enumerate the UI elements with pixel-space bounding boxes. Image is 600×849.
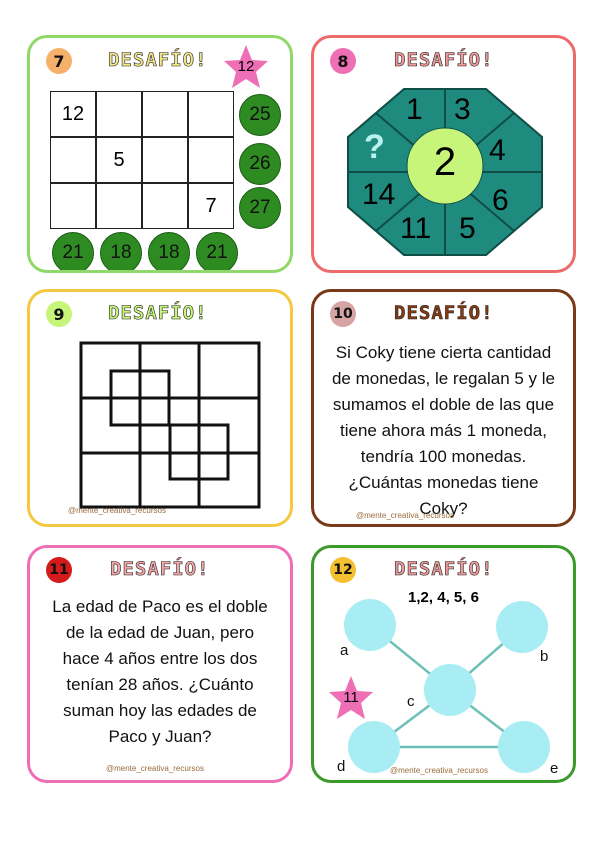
problem-line: de la edad de Juan, pero	[65, 623, 255, 642]
column-sum-circle: 21	[196, 232, 238, 273]
challenge-title: DESAFÍO!	[108, 302, 208, 324]
problem-line: tendría 100 monedas.	[360, 447, 527, 466]
graph-node-e[interactable]	[498, 721, 550, 773]
segment-number: 6	[492, 184, 509, 217]
challenge-number-badge: 9	[46, 301, 72, 327]
card-challenge-10	[311, 289, 576, 527]
segment-number: 14	[362, 178, 396, 211]
grid-cell[interactable]	[188, 91, 234, 137]
segment-number: 5	[459, 212, 476, 245]
squares-figure	[78, 340, 262, 510]
graph-node-a[interactable]	[344, 599, 396, 651]
star-value: 12	[237, 58, 255, 75]
segment-number: 1	[406, 93, 423, 126]
grid-cell[interactable]	[50, 183, 96, 229]
node-label: d	[337, 758, 346, 775]
grid-cell[interactable]: 12	[50, 91, 96, 137]
row-sum-circle: 26	[239, 143, 281, 185]
graph-node-b[interactable]	[496, 601, 548, 653]
problem-line: suman hoy las edades de	[63, 701, 257, 720]
challenge-number-badge: 12	[330, 557, 356, 583]
problem-line: tiene ahora más 1 moneda,	[340, 421, 547, 440]
column-sum-circle: 21	[52, 232, 94, 273]
credit-text: @mente_creativa_recursos	[390, 766, 488, 775]
problem-line: La edad de Paco es el doble	[52, 597, 268, 616]
row-sum-circle: 27	[239, 187, 281, 229]
question-mark: ?	[364, 128, 385, 166]
segment-number: 11	[400, 212, 432, 245]
grid-cell[interactable]	[142, 91, 188, 137]
graph-node-c[interactable]	[424, 664, 476, 716]
card-challenge-12	[311, 545, 576, 783]
challenge-title: DESAFÍO!	[394, 49, 494, 71]
card-challenge-11	[27, 545, 293, 783]
center-value: 2	[433, 140, 457, 184]
card-challenge-8	[311, 35, 576, 273]
node-label: c	[407, 693, 415, 710]
problem-line: Paco y Juan?	[108, 727, 212, 746]
challenge-title: DESAFÍO!	[394, 302, 494, 324]
problem-line: Coky?	[419, 499, 468, 518]
problem-text	[314, 340, 573, 522]
credit-text: @mente_creativa_recursos	[68, 506, 166, 515]
card-challenge-9	[27, 289, 293, 527]
problem-text	[30, 594, 290, 750]
grid-cell[interactable]: 7	[188, 183, 234, 229]
challenge-title: DESAFÍO!	[110, 558, 210, 580]
problem-line: tenían 28 años. ¿Cuánto	[66, 675, 254, 694]
problem-line: sumamos el doble de las que	[332, 395, 555, 414]
problem-line: hace 4 años entre los dos	[62, 649, 258, 668]
problem-line: de monedas, le regalan 5 y le	[331, 369, 556, 388]
star-value: 11	[343, 689, 359, 706]
challenge-title: DESAFÍO!	[394, 558, 494, 580]
challenge-number-badge: 10	[330, 301, 356, 327]
node-label: e	[550, 760, 559, 777]
grid-cell[interactable]: 5	[96, 137, 142, 183]
grid-cell[interactable]	[50, 137, 96, 183]
segment-number: 4	[489, 134, 506, 167]
column-sum-circle: 18	[100, 232, 142, 273]
segment-number: 3	[454, 93, 471, 126]
card-challenge-7	[27, 35, 293, 273]
credit-text: @mente_creativa_recursos	[356, 511, 454, 520]
numbers-line: 1,2, 4, 5, 6	[408, 589, 479, 606]
grid-cell[interactable]	[96, 91, 142, 137]
column-sum-circle: 18	[148, 232, 190, 273]
problem-line: Si Coky tiene cierta cantidad	[335, 343, 552, 362]
grid-cell[interactable]	[188, 137, 234, 183]
node-label: a	[340, 642, 349, 659]
challenge-number-badge: 8	[330, 48, 356, 74]
problem-line: ¿Cuántas monedas tiene	[348, 473, 539, 492]
grid-cell[interactable]	[96, 183, 142, 229]
node-label: b	[540, 648, 549, 665]
challenge-number-badge: 7	[46, 48, 72, 74]
challenge-title: DESAFÍO!	[108, 49, 208, 71]
challenge-number-badge: 11	[46, 557, 72, 583]
grid-cell[interactable]	[142, 183, 188, 229]
grid-cell[interactable]	[142, 137, 188, 183]
credit-text: @mente_creativa_recursos	[106, 764, 204, 773]
row-sum-circle: 25	[239, 94, 281, 136]
